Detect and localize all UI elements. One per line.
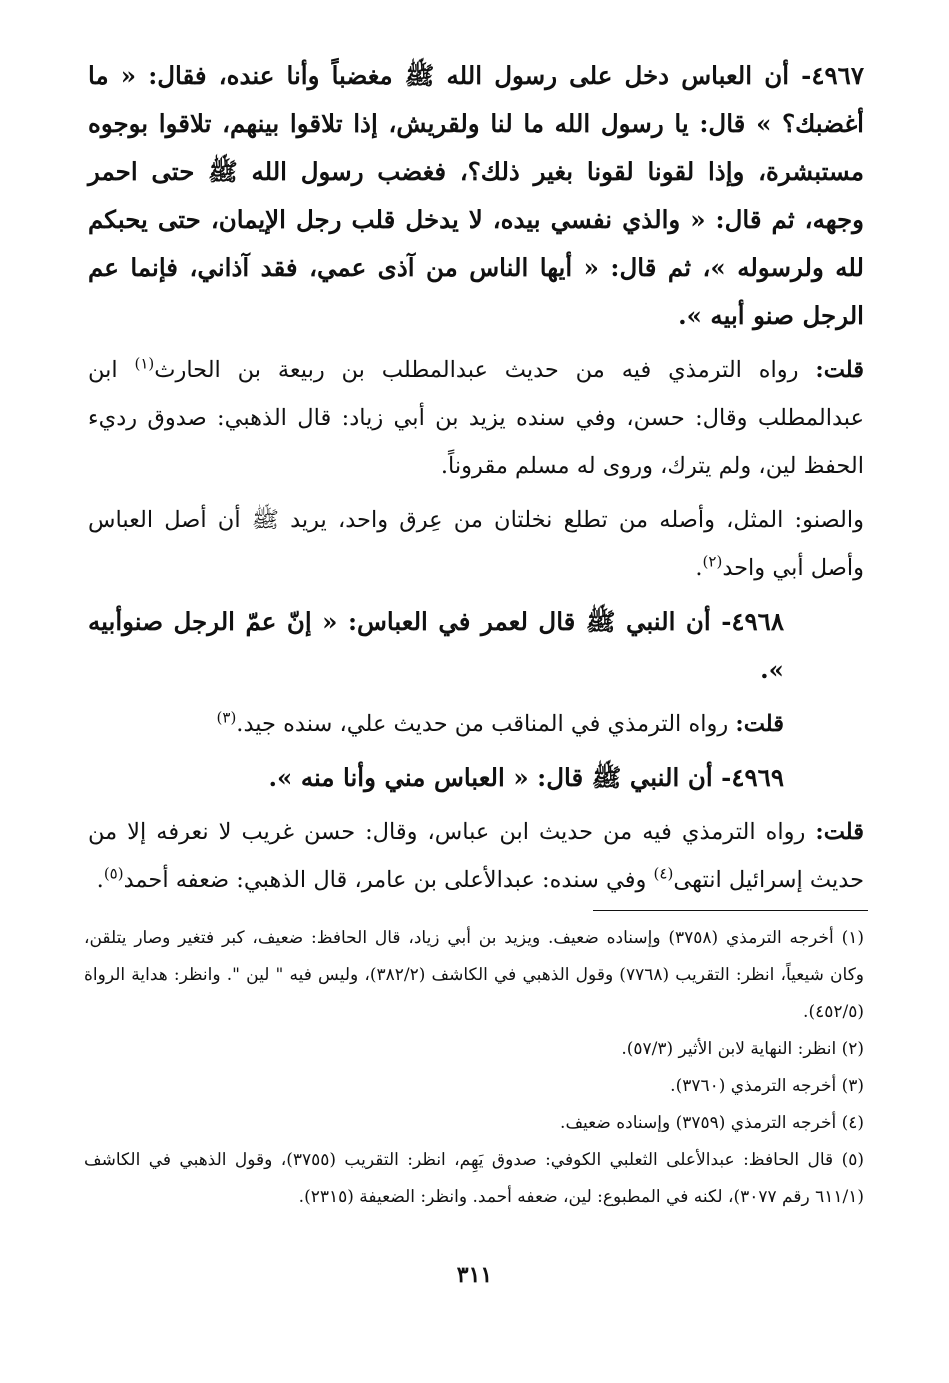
footnote-ref-3[interactable]: (٣): [216, 708, 237, 727]
commentary-text: ابن عبدالمطلب وقال: حسن، وفي سنده يزيد بن أبي زياد: قال الذهبي: صدوق رديء الحفظ لين، ولم يترك، وروى له مسلم مقروناً.: [88, 357, 864, 479]
commentary-lead: قلت:: [815, 819, 864, 845]
footnote-ref-1[interactable]: (١): [134, 354, 155, 373]
commentary-text: رواه الترمذي فيه من حديث عبدالمطلب بن ربيعة بن الحارث: [154, 357, 816, 383]
main-text: [88, 52, 864, 910]
hadith-number: ٤٩٦٧: [811, 61, 864, 90]
hadith-number: ٤٩٦٨: [731, 607, 784, 636]
footnote-ref-4[interactable]: (٤): [653, 864, 674, 883]
definition-paragraph: [88, 496, 864, 592]
footnote-3: (٣) أخرجه الترمذي (٣٧٦٠).: [670, 1076, 864, 1096]
commentary-4969: [88, 808, 864, 904]
commentary-lead: قلت:: [815, 357, 864, 383]
hadith-4967: [88, 52, 864, 340]
footnote-separator: [593, 910, 868, 911]
footnote-1: (١) أخرجه الترمذي (٣٧٥٨) وإسناده ضعيف. ويزيد بن أبي زياد، قال الحافظ: ضعيف، كبر فتغير وصار يتلقن، وكان شيعياً، انظر: التقريب (٧٧٦٨) وقول الذهبي في الكاشف (٣٨٢/٢)، وليس فيه " لين ". وانظر: هداية الرواة (٤٥٢/٥).: [84, 928, 865, 1022]
commentary-text: وفي سنده: عبدالأعلى بن عامر، قال الذهبي: ضعفه أحمد: [123, 867, 654, 893]
footnote-4: (٤) أخرجه الترمذي (٣٧٥٩) وإسناده ضعيف.: [560, 1113, 864, 1133]
definition-text: والصنو: المثل، وأصله من تطلع نخلتان من عِرق واحد، يريد ﷺ أن أصل العباس وأصل أبي واحد: [88, 507, 864, 581]
footnote-2: (٢) انظر: النهاية لابن الأثير (٥٧/٣).: [621, 1039, 864, 1059]
hadith-text: - أن العباس دخل على رسول الله ﷺ مغضباً وأنا عنده، فقال: « ما أغضبك؟ » قال: يا رسول الله ما لنا ولقريش، إذا تلاقوا بينهم، تلاقوا بوجوه مستبشرة، وإذا لقونا لقونا بغير ذلك؟، فغضب رسول الله ﷺ حتى احمر وجهه، ثم قال: « والذي نفسي بيده، لا يدخل قلب رجل الإيمان، حتى يحبكم لله ولرسوله »، ثم قال: « أيها الناس من آذى عمي، فقد آذاني، فإنما عم الرجل صنو أبيه ».: [88, 61, 864, 330]
footnote-5: (٥) قال الحافظ: عبدالأعلى الثعلبي الكوفي: صدوق يَهِم، انظر: التقريب (٣٧٥٥)، وقول الذهبي في الكاشف (٦١١/١ رقم ٣٠٧٧)، لكنه في المطبوع: لين، ضعفه أحمد. وانظر: الضعيفة (٢٣١٥).: [84, 1150, 864, 1207]
commentary-text: رواه الترمذي فيه من حديث ابن عباس، وقال: حسن غريب لا نعرفه إلا من حديث إسرائيل انتهى: [88, 819, 864, 893]
commentary-lead: قلت:: [735, 711, 784, 737]
commentary-4967: [88, 346, 864, 490]
footnotes: [84, 920, 864, 1216]
hadith-number: ٤٩٦٩: [731, 763, 784, 792]
definition-end: .: [695, 555, 703, 581]
commentary-4968: [88, 700, 864, 748]
commentary-text: رواه الترمذي في المناقب من حديث علي، سنده جيد.: [236, 711, 736, 737]
hadith-4969: [88, 754, 864, 802]
hadith-text: - أن النبي ﷺ قال: « العباس مني وأنا منه ».: [268, 763, 732, 792]
footnote-ref-2[interactable]: (٢): [702, 552, 723, 571]
commentary-end: .: [96, 867, 104, 893]
hadith-text: - أن النبي ﷺ قال لعمر في العباس: « إنّ عمّ الرجل صنوأبيه ».: [88, 607, 784, 684]
hadith-4968: [88, 598, 864, 694]
page-number: ٣١١: [456, 1262, 493, 1288]
footnote-ref-5[interactable]: (٥): [103, 864, 124, 883]
